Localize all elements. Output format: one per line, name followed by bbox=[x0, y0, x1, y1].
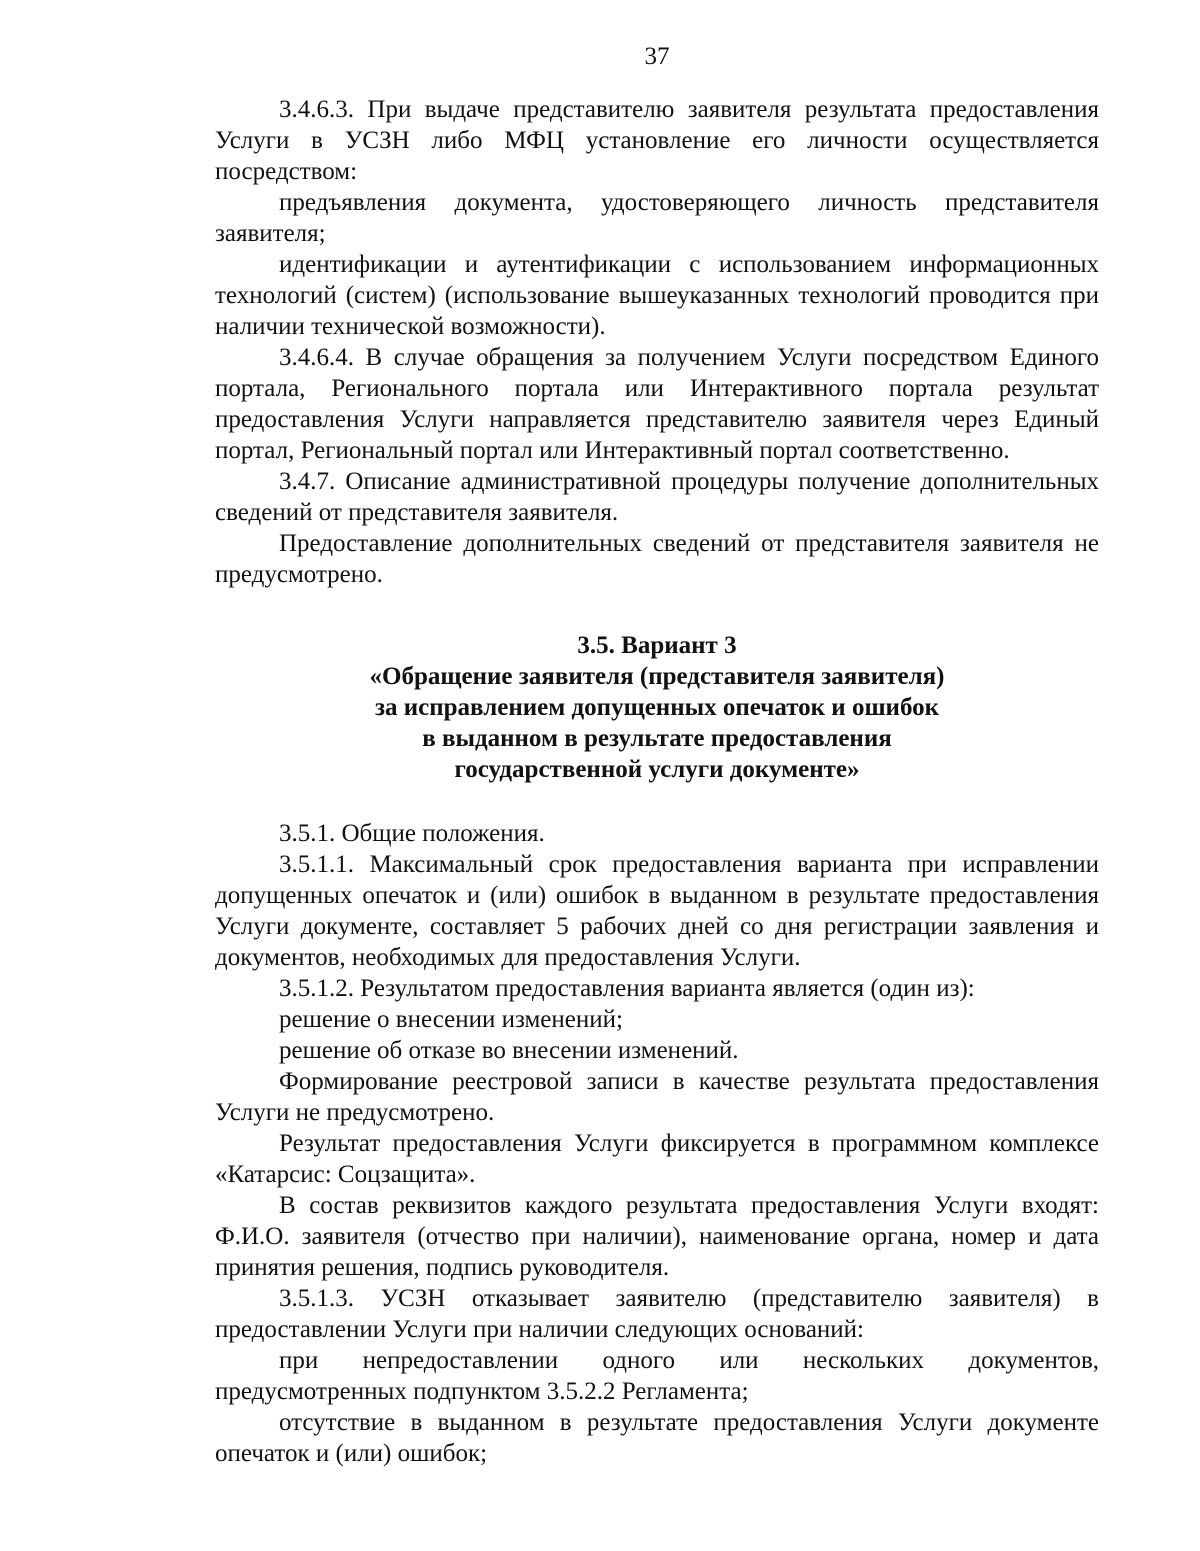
document-body bbox=[215, 94, 1099, 1469]
paragraph-additional-info: Предоставление дополнительных сведений от представителя заявителя не предусмотрено. bbox=[215, 530, 1099, 588]
paragraph-no-typos: отсутствие в выданном в результате предоставления Услуги документе опечаток и (или) ошибок; bbox=[215, 1409, 1099, 1467]
paragraph-identification: идентификации и аутентификации с использованием информационных технологий (систем) (использование вышеуказанных технологий проводится при наличии технической возможности). bbox=[215, 251, 1099, 340]
heading-line-1: 3.5. Вариант 3 bbox=[577, 632, 737, 659]
paragraph-3-4-7: 3.4.7. Описание административной процедуры получение дополнительных сведений от представителя заявителя. bbox=[215, 468, 1099, 526]
heading-line-2: «Обращение заявителя (представителя заявителя) bbox=[369, 663, 945, 690]
heading-line-3: за исправлением допущенных опечаток и ошибок bbox=[374, 694, 940, 721]
paragraph-decision-changes: решение о внесении изменений; bbox=[279, 1006, 623, 1033]
heading-line-4: в выданном в результате предоставления bbox=[422, 725, 892, 752]
paragraph-non-submission: при непредоставлении одного или нескольких документов, предусмотренных подпунктом 3.5.2.2 Регламента; bbox=[215, 1347, 1099, 1405]
section-heading-3-5 bbox=[215, 630, 1099, 785]
paragraph-3-4-6-3: 3.4.6.3. При выдаче представителю заявителя результата предоставления Услуги в УСЗН либо МФЦ установление его личности осуществляется посредством: bbox=[215, 96, 1099, 185]
paragraph-3-5-1: 3.5.1. Общие положения. bbox=[279, 820, 545, 847]
paragraph-document-presentation: предъявления документа, удостоверяющего личность представителя заявителя; bbox=[215, 189, 1099, 247]
paragraph-requisites: В состав реквизитов каждого результата предоставления Услуги входят: Ф.И.О. заявителя (отчество при наличии), наименование органа, номер и дата принятия решения, подпись руководителя. bbox=[215, 1192, 1099, 1281]
paragraph-result-fixed: Результат предоставления Услуги фиксируется в программном комплексе «Катарсис: Соцзащита». bbox=[215, 1130, 1099, 1188]
paragraph-3-5-1-1: 3.5.1.1. Максимальный срок предоставления варианта при исправлении допущенных опечаток и (или) ошибок в выданном в результате предоставления Услуги документе, составляет 5 рабочих дней со дня регистрации заявления и документов, необходимых для предоставления Услуги. bbox=[215, 851, 1099, 971]
paragraph-decision-refusal: решение об отказе во внесении изменений. bbox=[279, 1037, 739, 1064]
paragraph-3-5-1-3: 3.5.1.3. УСЗН отказывает заявителю (представителю заявителя) в предоставлении Услуги при наличии следующих оснований: bbox=[215, 1285, 1099, 1343]
page-number: 37 bbox=[644, 43, 670, 70]
heading-line-5: государственной услуги документе» bbox=[454, 756, 860, 783]
paragraph-registry-record: Формирование реестровой записи в качестве результата предоставления Услуги не предусмотрено. bbox=[215, 1068, 1099, 1126]
paragraph-3-5-1-2: 3.5.1.2. Результатом предоставления варианта является (один из): bbox=[279, 975, 975, 1002]
paragraph-3-4-6-4: 3.4.6.4. В случае обращения за получением Услуги посредством Единого портала, Регионального портала или Интерактивного портала результат предоставления Услуги направляется представителю заявителя через Единый портал, Региональный портал или Интерактивный портал соответственно. bbox=[215, 344, 1099, 464]
